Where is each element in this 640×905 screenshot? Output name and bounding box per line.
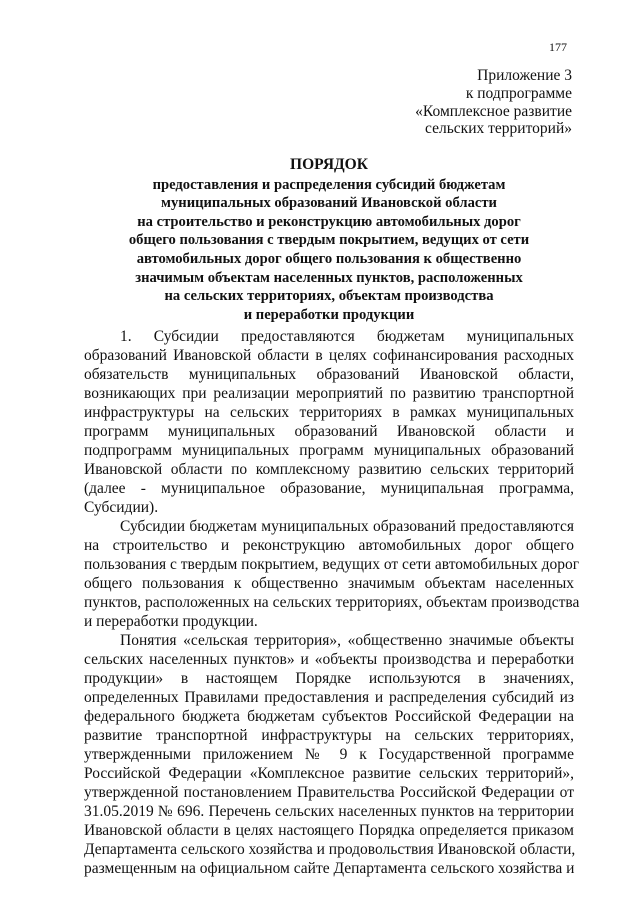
title-heading: ПОРЯДОК: [290, 156, 368, 173]
text-line: определенных Правилами предоставления и распределения субсидий из: [84, 689, 574, 706]
title-line: на сельских территориях, объектам производства: [164, 288, 494, 305]
text-line: Российской Федерации «Комплексное развитие сельских территорий»,: [84, 765, 574, 782]
text-line: Департамента сельского хозяйства и продовольствия Ивановской области,: [84, 841, 576, 858]
text-line: Ивановской области в целях настоящего Порядка определяется приказом: [84, 822, 574, 839]
appendix-note: [352, 67, 572, 138]
text-line: обязательств муниципальных образований Ивановской области,: [84, 366, 574, 383]
appendix-line: к подпрограмме: [465, 84, 572, 102]
text-line: 31.05.2019 № 696. Перечень сельских населенных пунктов на территории: [84, 803, 574, 820]
text-line: подпрограмм муниципальных программ муниципальных образований: [84, 442, 574, 459]
text-line: Субсидии бюджетам муниципальных образований предоставляются: [120, 518, 574, 535]
text-line: размещенным на официальном сайте Департамента сельского хозяйства и: [84, 860, 575, 877]
text-line: и переработки продукции.: [84, 613, 258, 630]
page-number: 177: [549, 40, 567, 54]
title-line: общего пользования с твердым покрытием, ведущих от сети: [128, 232, 530, 249]
paragraph-2: [84, 517, 580, 631]
paragraph-3: [84, 631, 574, 878]
title-line: и переработки продукции: [243, 306, 415, 323]
text-line: Ивановской области по комплексному развитию сельских территорий: [84, 461, 574, 478]
text-line: общего пользования к общественно значимым объектам населенных: [84, 575, 574, 592]
title-line: значимым объектам населенных пунктов, расположенных: [135, 269, 523, 286]
text-line: федерального бюджета бюджетам субъектов Российской Федерации на: [84, 708, 574, 725]
title-line: предоставления и распределения субсидий бюджетам: [152, 176, 506, 193]
text-line: (далее - муниципальное образование, муниципальная программа,: [84, 480, 574, 497]
document-title: [84, 156, 574, 324]
document-body: [84, 327, 580, 878]
title-line: автомобильных дорог общего пользования к общественно: [136, 250, 522, 267]
text-line: образований Ивановской области в целях софинансирования расходных: [84, 347, 574, 364]
text-line: возникающих при реализации мероприятий по развитию транспортной: [84, 385, 574, 402]
title-line: муниципальных образований Ивановской области: [161, 195, 497, 212]
text-line: Субсидии).: [84, 499, 159, 516]
appendix-line: Приложение 3: [477, 67, 572, 84]
text-line: пунктов, расположенных на сельских территориях, объектам производства: [84, 594, 580, 611]
text-line: сельских населенных пунктов» и «объекты производства и переработки: [84, 651, 574, 668]
text-line: утвержденными приложением № 9 к Государственной программе: [84, 746, 574, 763]
text-line: программ муниципальных образований Ивановской области и: [84, 423, 574, 440]
title-line: на строительство и реконструкцию автомобильных дорог: [137, 213, 521, 230]
appendix-line: «Комплексное развитие: [415, 102, 572, 120]
text-line: инфраструктуры на сельских территориях в рамках муниципальных: [84, 404, 574, 421]
text-line: пользования с твердым покрытием, ведущих от сети автомобильных дорог: [84, 556, 580, 573]
text-line: утвержденной постановлением Правительства Российской Федерации от: [84, 784, 574, 801]
paragraph-1: [84, 327, 574, 517]
text-line: развитие транспортной инфраструктуры на сельских территориях,: [84, 727, 574, 744]
text-line: 1. Субсидии предоставляются бюджетам муниципальных: [120, 328, 574, 345]
text-line: Понятия «сельская территория», «общественно значимые объекты: [120, 632, 574, 649]
text-line: продукции» в настоящем Порядке используются в значениях,: [84, 670, 574, 687]
text-line: на строительство и реконструкцию автомобильных дорог общего: [84, 537, 574, 554]
appendix-line: сельских территорий»: [425, 120, 572, 138]
